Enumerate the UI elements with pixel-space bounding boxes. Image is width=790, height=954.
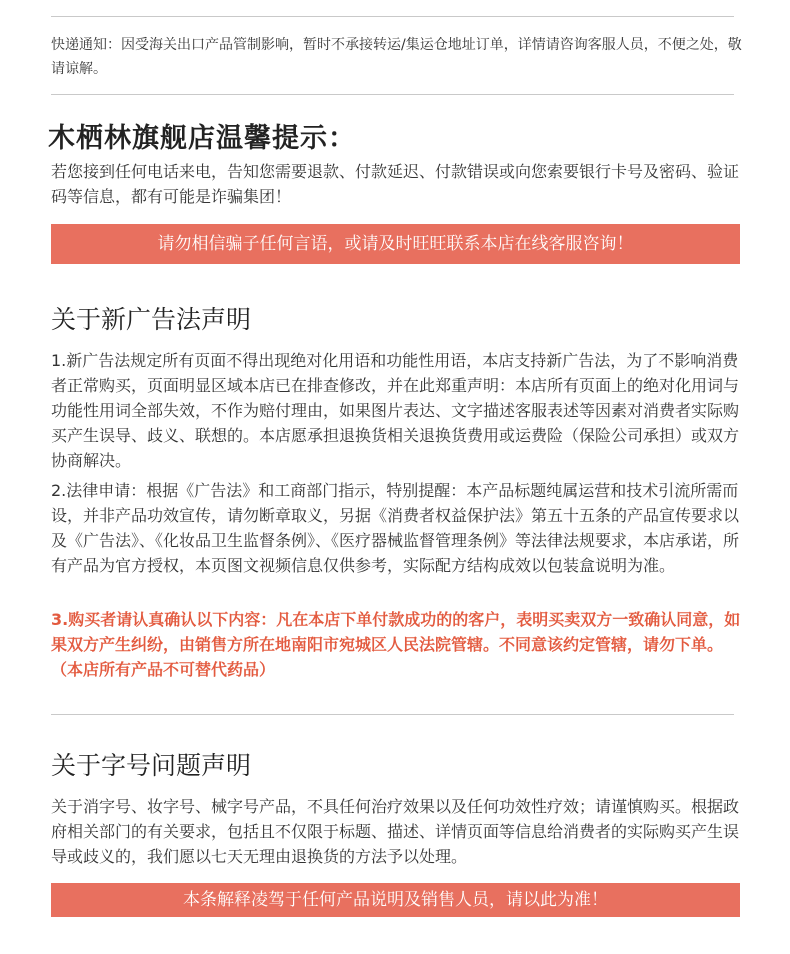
store-warning-title: 木栖林旗舰店温馨提示： bbox=[48, 123, 356, 154]
store-warning-banner: 请勿相信骗子任何言语，或请及时旺旺联系本店在线客服咨询！ bbox=[51, 224, 740, 264]
ad-law-item-1: 1.新广告法规定所有页面不得出现绝对化用语和功能性用语，本店支持新广告法，为了不影响消费者正常购买，页面明显区域本店已在排查修改，并在此郑重声明：本店所有页面上的绝对化用词与功能性用词全部失效，不作为赔付理由，如果图片表达、文字描述客服表述等因素对消费者实际购买产生误导、歧义、联想的。本店愿承担退换货相关退换货费用或运费险（保险公司承担）或双方协商解决。 bbox=[51, 351, 740, 470]
ad-law-title: 关于新广告法声明 bbox=[51, 305, 252, 334]
divider bbox=[51, 16, 734, 17]
name-issue-banner: 本条解释凌驾于任何产品说明及销售人员，请以此为准！ bbox=[51, 883, 740, 917]
ad-law-item-2: 2.法律申请：根据《广告法》和工商部门指示，特别提醒：本产品标题纯属运营和技术引流所需而设，并非产品功效宣传，请勿断章取义，另据《消费者权益保护法》第五十五条的产品宣传要求以及《广告法》、《化妆品卫生监督条例》、《医疗器械监督管理条例》等法律法规要求，本店承诺，所有产品为官方授权，本页图文视频信息仅供参考，实际配方结构成效以包装盒说明为准。 bbox=[51, 481, 740, 575]
divider bbox=[51, 714, 734, 715]
express-notice: 快递通知：因受海关出口产品管制影响，暂时不承接转运/集运仓地址订单，详情请咨询客服人员，不便之处，敬请谅解。 bbox=[51, 37, 742, 77]
ad-law-item-3: 3.购买者请认真确认以下内容：凡在本店下单付款成功的的客户，表明买卖双方一致确认同意，如果双方产生纠纷，由销售方所在地南阳市宛城区人民法院管辖。不同意该约定管辖，请勿下单。（本店所有产品不可替代药品） bbox=[51, 610, 741, 679]
name-issue-title: 关于字号问题声明 bbox=[51, 751, 252, 780]
name-issue-text: 关于消字号、妆字号、械字号产品，不具任何治疗效果以及任何功效性疗效；请谨慎购买。根据政府相关部门的有关要求，包括且不仅限于标题、描述、详情页面等信息给消费者的实际购买产生误导或歧义的，我们愿以七天无理由退换货的方法予以处理。 bbox=[51, 797, 740, 866]
store-warning-text: 若您接到任何电话来电，告知您需要退款、付款延迟、付款错误或向您索要银行卡号及密码、验证码等信息，都有可能是诈骗集团！ bbox=[51, 162, 740, 206]
divider bbox=[51, 94, 734, 95]
